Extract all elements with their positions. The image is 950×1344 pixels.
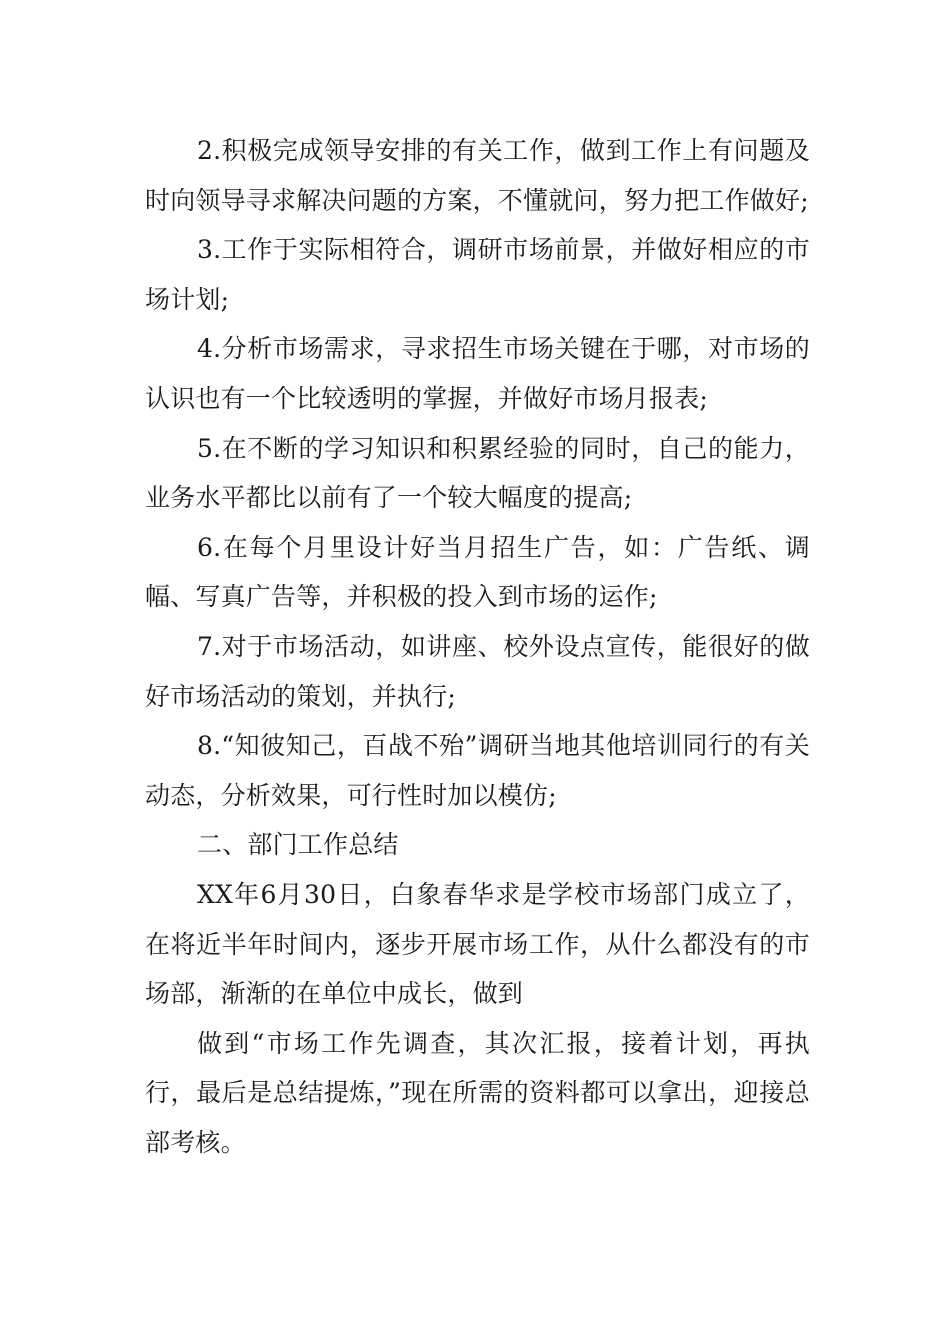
paragraph-item-5: 5.在不断的学习知识和积累经验的同时，自己的能力，业务水平都比以前有了一个较大幅度的提高; bbox=[145, 433, 810, 513]
paragraph-item-2: 2.积极完成领导安排的有关工作，做到工作上有问题及时向领导寻求解决问题的方案，不懂就问，努力把工作做好; bbox=[145, 136, 810, 215]
paragraph-item-8: 8.“知彼知己，百战不殆”调研当地其他培训同行的有关动态，分析效果，可行性时加以模仿; bbox=[145, 731, 810, 810]
paragraph-summary-2: 做到“市场工作先调查，其次汇报，接着计划，再执行，最后是总结提炼，”现在所需的资料都可以拿出，迎接总部考核。 bbox=[145, 1028, 810, 1157]
section-heading-department-summary: 二、部门工作总结 bbox=[197, 830, 399, 860]
paragraph-summary-1: XX年6月30日，白象春华求是学校市场部门成立了，在将近半年时间内，逐步开展市场工作，从什么都没有的市场部，渐渐的在单位中成长，做到 bbox=[145, 879, 810, 1009]
paragraph-item-3: 3.工作于实际相符合，调研市场前景，并做好相应的市场计划; bbox=[145, 235, 810, 314]
paragraph-item-4: 4.分析市场需求，寻求招生市场关键在于哪，对市场的认识也有一个比较透明的掌握，并做好市场月报表; bbox=[145, 334, 810, 413]
paragraph-item-7: 7.对于市场活动，如讲座、校外设点宣传，能很好的做好市场活动的策划，并执行; bbox=[145, 631, 810, 711]
paragraph-item-6: 6.在每个月里设计好当月招生广告，如：广告纸、调幅、写真广告等，并积极的投入到市场的运作; bbox=[145, 532, 810, 612]
document-body bbox=[145, 126, 810, 1167]
